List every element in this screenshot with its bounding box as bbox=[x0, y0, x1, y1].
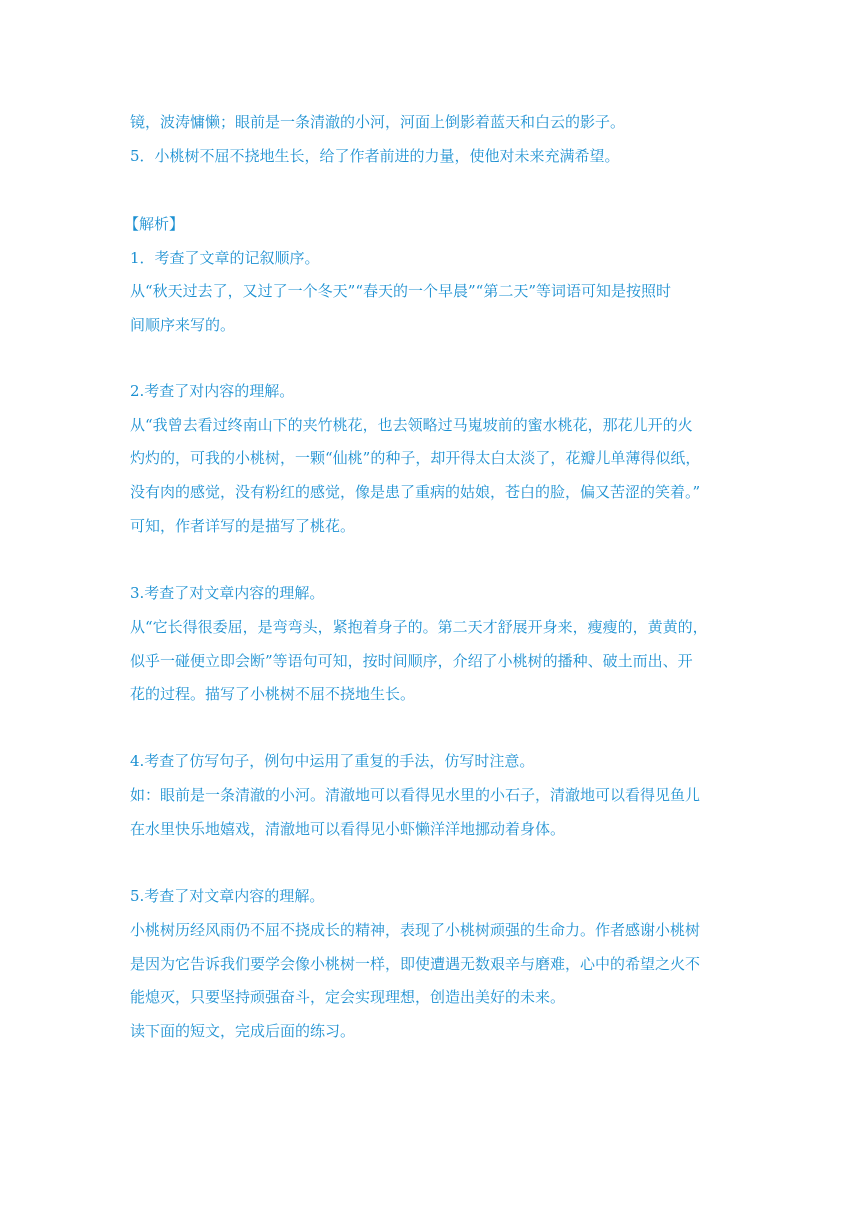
analysis-4-text-line: 如：眼前是一条清澈的小河。清澈地可以看得见水里的小石子，清澈地可以看得见鱼儿 bbox=[130, 786, 701, 804]
analysis-2-title: 2.考查了对内容的理解。 bbox=[130, 382, 295, 400]
analysis-4-text-line: 在水里快乐地嬉戏，清澈地可以看得见小虾懒洋洋地挪动着身体。 bbox=[130, 820, 566, 838]
analysis-3-title: 3.考查了对文章内容的理解。 bbox=[130, 584, 325, 602]
analysis-1-text-line: 从“秋天过去了，又过了一个冬天”“春天的一个早晨”“第二天”等词语可知是按照时 bbox=[130, 282, 672, 300]
analysis-3-text-line: 似乎一碰便立即会断”等语句可知，按时间顺序，介绍了小桃树的播种、破土而出、开 bbox=[130, 652, 693, 670]
analysis-5-title: 5.考查了对文章内容的理解。 bbox=[130, 887, 325, 905]
analysis-5-text-line: 小桃树历经风雨仍不屈不挠成长的精神，表现了小桃树顽强的生命力。作者感谢小桃树 bbox=[130, 921, 701, 939]
analysis-3-text-line: 花的过程。描写了小桃树不屈不挠地生长。 bbox=[130, 685, 416, 703]
analysis-4-title: 4.考查了仿写句子，例句中运用了重复的手法，仿写时注意。 bbox=[130, 752, 535, 770]
analysis-5-text-line: 能熄灭，只要坚持顽强奋斗，定会实现理想，创造出美好的未来。 bbox=[130, 988, 566, 1006]
analysis-2-text-line: 灼灼的，可我的小桃树，一颗“仙桃”的种子，却开得太白太淡了，花瓣儿单薄得似纸， bbox=[130, 449, 701, 467]
analysis-2-text-line: 没有肉的感觉，没有粉红的感觉，像是患了重病的姑娘，苍白的脸，偏又苦涩的笑着。” bbox=[130, 483, 701, 501]
analysis-2-text-line: 从“我曾去看过终南山下的夹竹桃花，也去领略过马嵬坡前的蜜水桃花，那花儿开的火 bbox=[130, 416, 693, 434]
analysis-1-title: 1．考查了文章的记叙顺序。 bbox=[130, 249, 320, 267]
analysis-1-text-line: 间顺序来写的。 bbox=[130, 316, 236, 334]
answer-5: 5．小桃树不屈不挠地生长，给了作者前进的力量，使他对未来充满希望。 bbox=[130, 147, 620, 165]
analysis-heading: 【解析】 bbox=[124, 215, 185, 233]
answer-4-continuation: 镜，波涛慵懒；眼前是一条清澈的小河，河面上倒影着蓝天和白云的影子。 bbox=[130, 113, 626, 131]
analysis-5-text-line: 是因为它告诉我们要学会像小桃树一样，即使遭遇无数艰辛与磨难，心中的希望之火不 bbox=[130, 955, 701, 973]
next-exercise-instruction: 读下面的短文，完成后面的练习。 bbox=[130, 1022, 356, 1040]
analysis-3-text-line: 从“它长得很委屈，是弯弯头，紧抱着身子的。第二天才舒展开身来，瘦瘦的，黄黄的， bbox=[130, 618, 708, 636]
analysis-2-text-line: 可知，作者详写的是描写了桃花。 bbox=[130, 517, 356, 535]
